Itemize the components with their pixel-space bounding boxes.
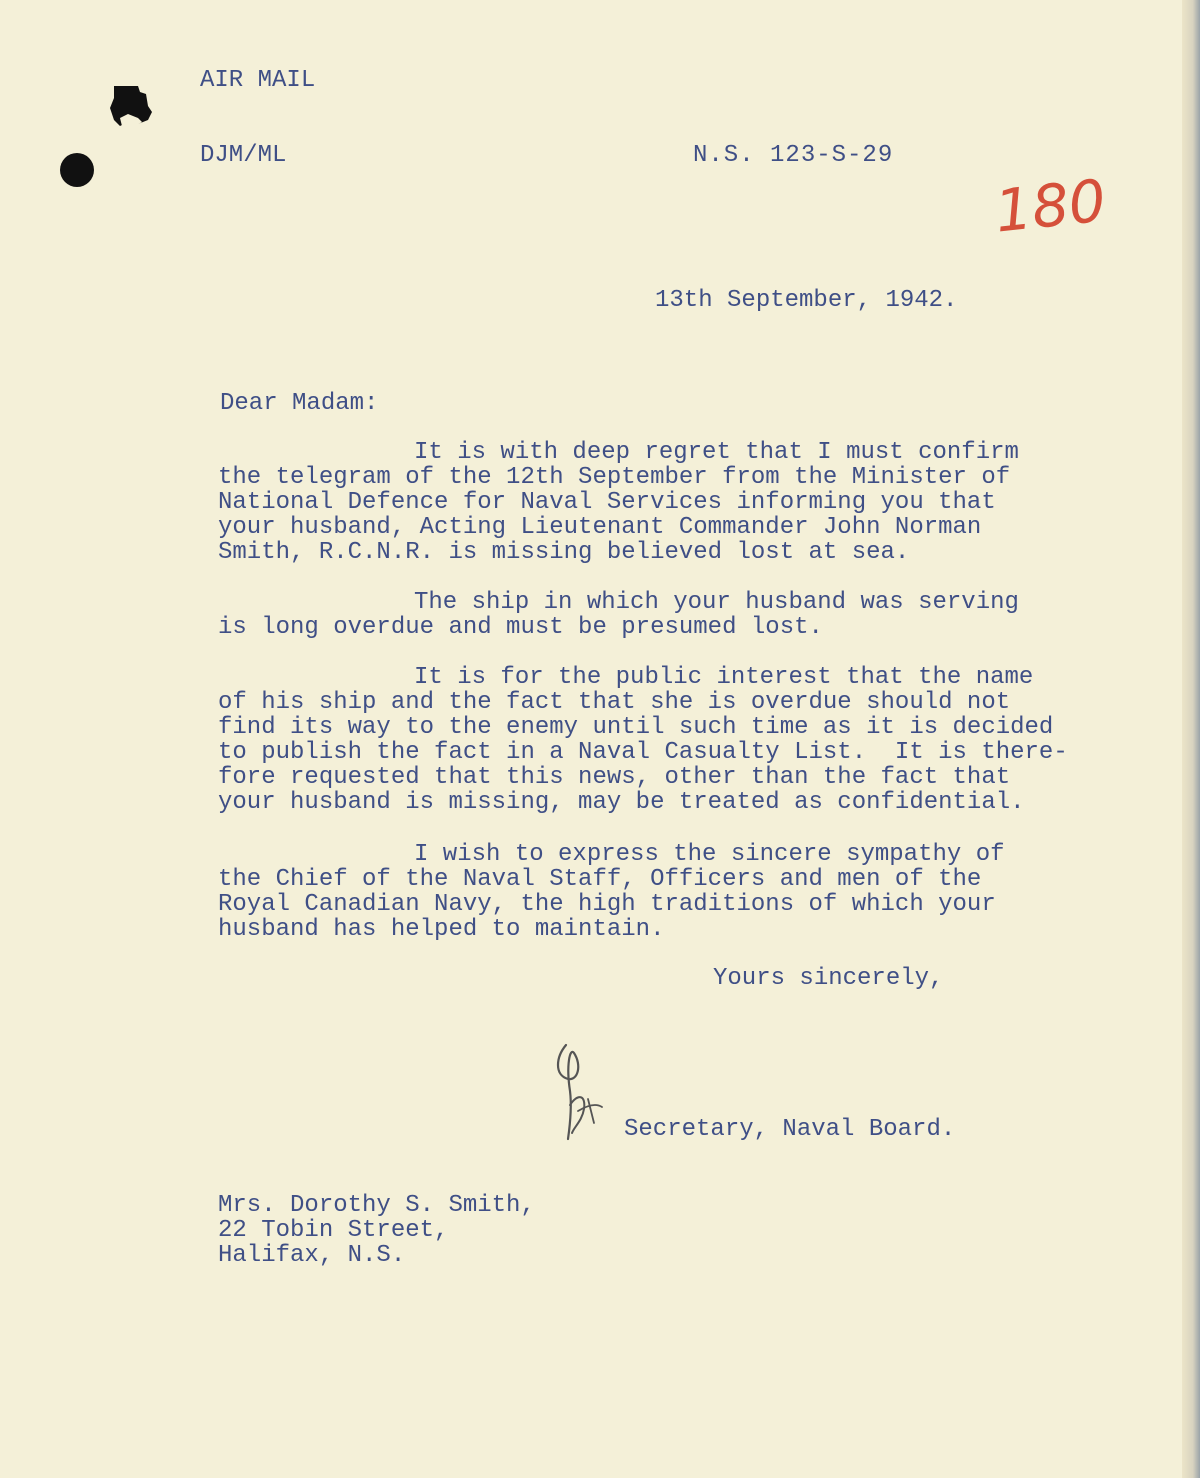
body-paragraph-4 [218, 842, 1005, 942]
file-number: N.S. 123-S-29 [693, 142, 894, 169]
reference-initials: DJM/ML [200, 142, 287, 169]
text-line: the Chief of the Naval Staff, Officers and men of the [218, 866, 982, 893]
text-line: It is for the public interest that the name [414, 664, 1034, 691]
text-line: It is with deep regret that I must confirm [414, 439, 1019, 466]
text-line: the telegram of the 12th September from the Minister of [218, 464, 1011, 491]
text-line: of his ship and the fact that she is overdue should not [218, 689, 1011, 716]
handwritten-signature [548, 1035, 612, 1145]
signatory-title: Secretary, Naval Board. [624, 1116, 956, 1143]
air-mail-notation: AIR MAIL [200, 67, 316, 94]
text-line: is long overdue and must be presumed lost. [218, 614, 823, 641]
salutation: Dear Madam: [220, 390, 379, 417]
handwritten-folio-number: 180 [991, 166, 1109, 246]
address-line: 22 Tobin Street, [218, 1217, 449, 1244]
body-paragraph-1 [218, 440, 1019, 565]
body-paragraph-3 [218, 665, 1068, 815]
text-line: to publish the fact in a Naval Casualty List. It is there- [218, 739, 1068, 766]
punch-hole [60, 153, 94, 187]
text-line: Smith, R.C.N.R. is missing believed lost at sea. [218, 539, 910, 566]
text-line: find its way to the enemy until such time as it is decided [218, 714, 1054, 741]
text-line: Royal Canadian Navy, the high traditions of which your [218, 891, 996, 918]
text-line: National Defence for Naval Services informing you that [218, 489, 996, 516]
body-paragraph-2 [218, 590, 1019, 640]
addressee-block [218, 1193, 535, 1268]
torn-punch-notch [108, 84, 154, 130]
complimentary-closing: Yours sincerely, [713, 965, 944, 992]
paper-edge-shadow [1182, 0, 1200, 1478]
text-line: I wish to express the sincere sympathy of [414, 841, 1005, 868]
text-line: your husband, Acting Lieutenant Commander John Norman [218, 514, 982, 541]
text-line: fore requested that this news, other than the fact that [218, 764, 1011, 791]
text-line: husband has helped to maintain. [218, 916, 665, 943]
address-line: Mrs. Dorothy S. Smith, [218, 1192, 535, 1219]
address-line: Halifax, N.S. [218, 1242, 406, 1269]
text-line: your husband is missing, may be treated as confidential. [218, 789, 1025, 816]
letter-date: 13th September, 1942. [655, 287, 958, 314]
text-line: The ship in which your husband was serving [414, 589, 1019, 616]
